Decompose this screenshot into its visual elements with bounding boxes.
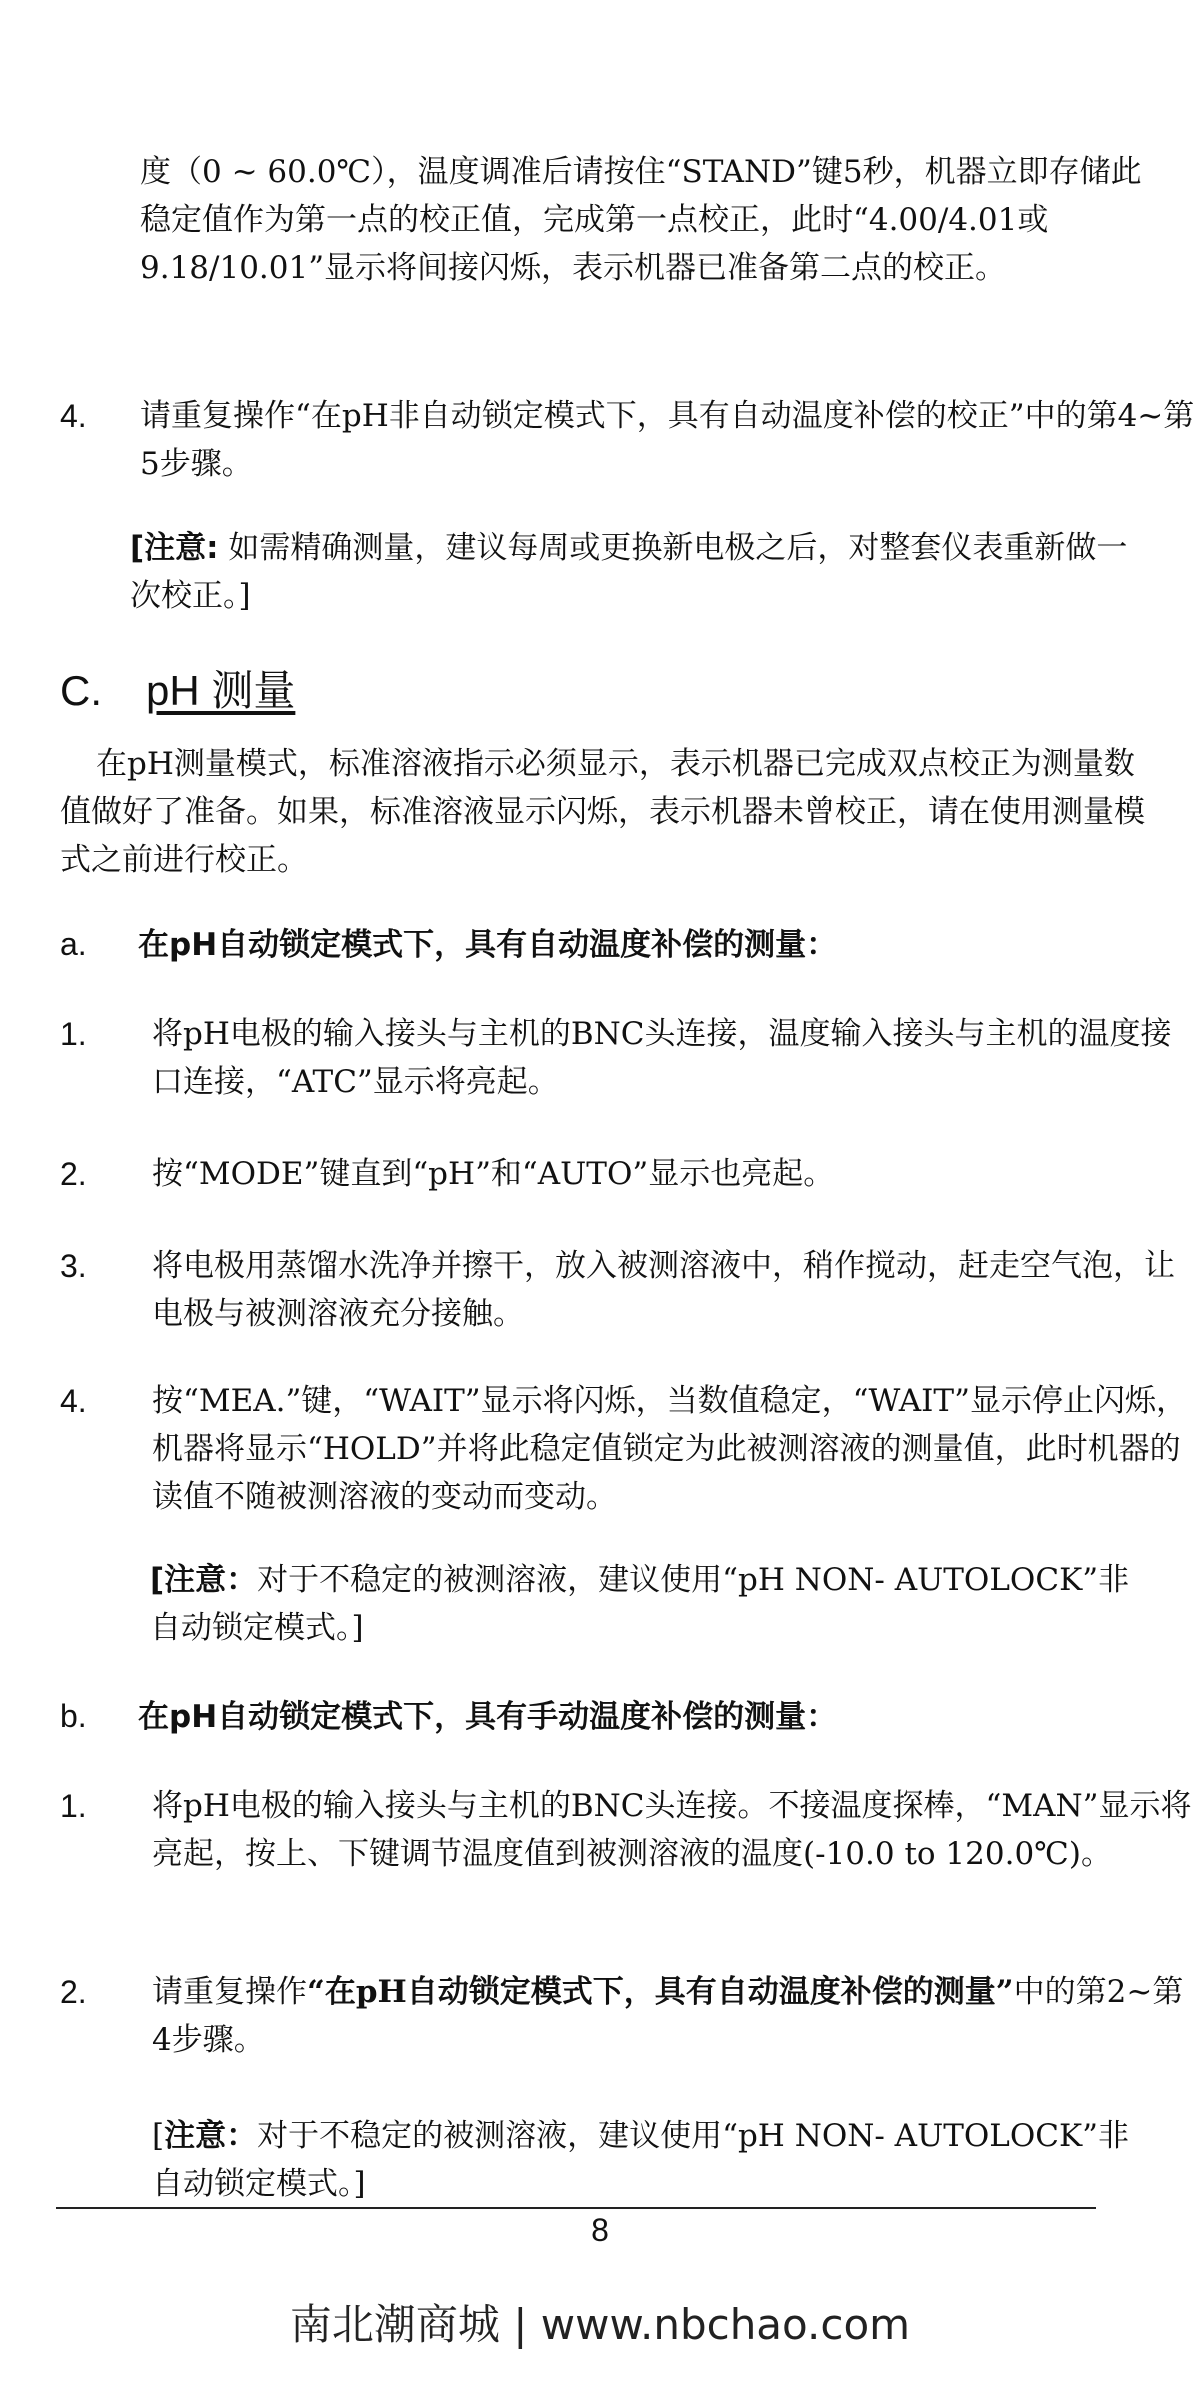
note-autolock	[150, 1556, 1150, 1652]
item-text: 将电极用蒸馏水洗净并擦干，放入被测溶液中，稍作搅动，赶走空气泡，让电极与被测溶液充分接触。	[152, 1248, 1175, 1332]
item-number: 3.	[60, 1248, 87, 1284]
item-text: 将pH电极的输入接头与主机的BNC头连接。不接温度探棒，“MAN”显示将亮起，按上、下键调节温度值到被测溶液的温度(-10.0 to 120.0℃)。	[152, 1788, 1192, 1872]
item-text-bold: “在pH自动锁定模式下，具有自动温度补偿的测量”	[307, 1974, 1014, 2010]
subheading-letter: a.	[60, 926, 87, 962]
subheading-letter: b.	[60, 1698, 87, 1734]
item-number: 2.	[60, 1974, 87, 2010]
note-calibration	[130, 524, 1150, 620]
item-text: 将pH电极的输入接头与主机的BNC头连接，温度输入接头与主机的温度接口连接，“ATC”显示将亮起。	[152, 1016, 1172, 1100]
item-text	[152, 1968, 1192, 2064]
section-title: pH 测量	[146, 667, 296, 714]
subheading-a	[60, 920, 837, 969]
note-text: 对于不稳定的被测溶液，建议使用“pH NON- AUTOLOCK”非自动锁定模式。]	[152, 2118, 1130, 2202]
section-letter: C.	[60, 667, 102, 714]
item-text: 按“MODE”键直到“pH”和“AUTO”显示也亮起。	[152, 1156, 835, 1192]
item-text: 请重复操作“在pH非自动锁定模式下，具有自动温度补偿的校正”中的第4~第5步骤。	[140, 398, 1195, 482]
note-label: 注意：	[164, 2118, 258, 2154]
note-text: 如需精确测量，建议每周或更换新电极之后，对整套仪表重新做一次校正。]	[130, 530, 1128, 614]
section-heading	[60, 663, 295, 719]
intro-paragraph: 在pH测量模式，标准溶液指示必须显示，表示机器已完成双点校正为测量数值做好了准备。如果，标准溶液显示闪烁，表示机器未曾校正，请在使用测量模式之前进行校正。	[60, 746, 1145, 878]
item-number: 1.	[60, 1016, 87, 1052]
subheading-b	[60, 1692, 837, 1741]
footer-divider	[56, 2207, 1096, 2209]
note-text: 对于不稳定的被测溶液，建议使用“pH NON- AUTOLOCK”非自动锁定模式。]	[150, 1562, 1130, 1646]
note-label: [注意:	[130, 530, 219, 566]
subheading-title: 在pH自动锁定模式下，具有自动温度补偿的测量：	[138, 927, 838, 963]
continuation-paragraph: 度（0 ~ 60.0℃），温度调准后请按住“STAND”键5秒，机器立即存储此稳定值作为第一点的校正值，完成第一点校正，此时“4.00/4.01或9.18/10.01”显示将间接闪烁，表示机器已准备第二点的校正。	[140, 154, 1142, 286]
page-number: 8	[591, 2212, 609, 2248]
note-label: [注意：	[150, 1562, 258, 1598]
site-watermark-footer: 南北潮商城 | www.nbchao.com	[289, 2300, 911, 2349]
item-number: 2.	[60, 1156, 87, 1192]
item-text-prefix: 请重复操作	[152, 1974, 307, 2010]
note-autolock-manual	[152, 2112, 1152, 2208]
item-number: 1.	[60, 1788, 87, 1824]
note-open-bracket: [	[152, 2118, 165, 2154]
item-text: 按“MEA.”键，“WAIT”显示将闪烁，当数值稳定，“WAIT”显示停止闪烁，机器将显示“HOLD”并将此稳定值锁定为此被测溶液的测量值，此时机器的读值不随被测溶液的变动而变动。	[152, 1383, 1187, 1515]
item-number: 4.	[60, 1383, 87, 1419]
subheading-title: 在pH自动锁定模式下，具有手动温度补偿的测量：	[138, 1699, 838, 1735]
item-text-suffix: 中的第2~第4步骤。	[152, 1974, 1184, 2058]
item-number: 4.	[60, 398, 87, 434]
